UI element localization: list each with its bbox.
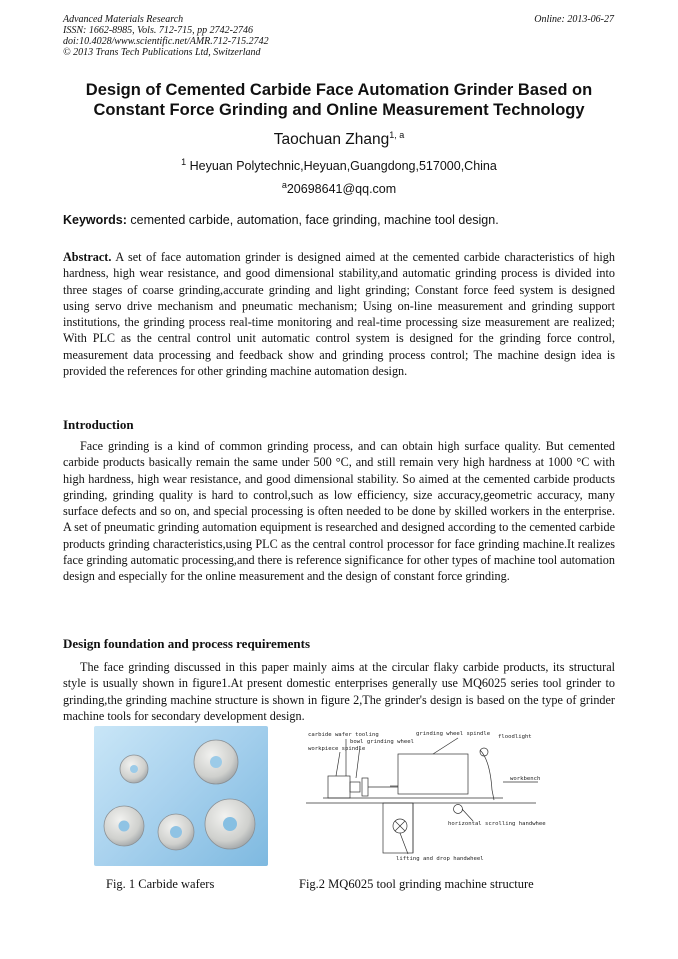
label-lifting-and-drop-handwheel: lifting and drop handwheel xyxy=(396,856,484,862)
label-workpiece-spindle: workpiece spindle xyxy=(308,746,366,752)
scrolling-handwheel-icon xyxy=(454,805,463,814)
label-horizontal-scrolling-handwheel: horizontal scrolling handwheel xyxy=(448,821,546,827)
design-body xyxy=(63,659,615,724)
affiliation-text: Heyuan Polytechnic,Heyuan,Guangdong,517000,China xyxy=(189,159,497,174)
email-text[interactable]: 20698641@qq.com xyxy=(286,182,397,197)
email xyxy=(63,180,615,196)
affiliation-sup: 1 xyxy=(181,157,187,167)
wafer-disc xyxy=(205,799,255,849)
issn-line: ISSN: 1662-8985, Vols. 712-715, pp 2742-2746 xyxy=(63,25,253,36)
affiliation xyxy=(63,157,615,173)
scrolling-leader xyxy=(462,809,473,821)
grinding-spindle-leader xyxy=(433,738,458,754)
author-sup: 1, a xyxy=(389,130,405,140)
workpiece-holder xyxy=(350,782,360,792)
keywords-text: cemented carbide, automation, face grinding, machine tool design. xyxy=(130,213,499,227)
workpiece-leader xyxy=(336,752,340,776)
grinding-wheel-spindle-housing xyxy=(398,754,468,794)
abstract-label: Abstract. xyxy=(63,250,112,264)
keywords-label: Keywords: xyxy=(63,213,127,227)
design-text: The face grinding discussed in this paper mainly aims at the circular flaky carbide products, its structural style is usually shown in figure1.At present domestic enterprises generally use MQ6025 series tool grinder to grinding,the grinding machine structure is shown in figure 2,The grinder's design is based on the type of grinder machine tools for secondary development design. xyxy=(63,660,615,723)
wafer-disc xyxy=(120,755,148,783)
wafer-disc xyxy=(194,740,238,784)
label-bowl-grinding-wheel: bowl grinding wheel xyxy=(350,739,414,745)
wafer-disc xyxy=(104,806,144,846)
abstract-text: A set of face automation grinder is designed aimed at the cemented carbide characteristics of high hardness, high wear resistance, and good dimensional stability,and automatic grinding process is divided into three stages of coarse grinding,accurate grinding and light grinding; Constant force feed system is designed using servo drive mechanism and pneumatic mechanism; Using on-line measurement and grinding support institutions, the grinding process real-time monitoring and real-time processing size measurement are realized; With PLC as the central control unit automatic control system is designed for the grinding force control, measurement data processing and feedback show and grinding process control; The machine design idea is provided the references for other grinding machine automation design. xyxy=(63,250,615,379)
floodlight-arm xyxy=(480,750,494,800)
abstract xyxy=(63,249,615,379)
introduction-body xyxy=(63,438,615,585)
figure-carbide-wafers xyxy=(94,726,268,866)
figure-2-caption: Fig.2 MQ6025 tool grinding machine structure xyxy=(299,877,534,891)
lifting-leader xyxy=(400,833,408,854)
introduction-heading: Introduction xyxy=(63,417,134,432)
title-line-2: Constant Force Grinding and Online Measurement Technology xyxy=(93,101,585,119)
journal-name: Advanced Materials Research xyxy=(63,14,184,25)
wafer-disc xyxy=(158,814,194,850)
label-floodlight: floodlight xyxy=(498,734,532,740)
author-name: Taochuan Zhang xyxy=(273,131,390,149)
introduction-text: Face grinding is a kind of common grinding process, and can obtain high surface quality. But cemented carbide products basically remain the same under 500 °C, and still remain very high hardness at 1000 °C with high hardness, high wear resistance, and good dimensional stability. So aimed at the cemented carbide products grinding, grinding quality is hard to control,such as low efficiency, size accuracy,geometric accuracy, many surface defects and so on, and special processing is often needed to be done by skilled workers in the enterprise. A set of pneumatic grinding automation equipment is researched and designed according to the cemented carbide products grinding characteristics,using PLC as the central control processor for face grinding machine.It realizes face grinding automatic processing,and there is reference significance for other types of machine tool automation design and especially for the online measurement and the design of constant force grinding. xyxy=(63,439,615,584)
bowl-wheel xyxy=(362,778,368,796)
figure-grinder-structure xyxy=(298,726,546,868)
doi-line[interactable]: doi:10.4028/www.scientific.net/AMR.712-715.2742 xyxy=(63,36,269,47)
label-workbench: workbench xyxy=(510,776,541,782)
label-carbide-wafer-tooling: carbide wafer tooling xyxy=(308,732,379,738)
label-grinding-wheel-spindle: grinding wheel spindle xyxy=(416,731,491,737)
email-sup: a xyxy=(281,180,287,190)
workpiece-spindle-head xyxy=(328,776,350,798)
grinder-structure-diagram xyxy=(298,726,546,868)
figure-1-caption: Fig. 1 Carbide wafers xyxy=(106,877,215,891)
design-heading: Design foundation and process requirements xyxy=(63,636,311,651)
journal-header xyxy=(63,14,269,58)
carbide-wafers-image xyxy=(94,726,268,866)
online-date: Online: 2013-06-27 xyxy=(534,14,614,25)
author xyxy=(63,130,615,149)
keywords xyxy=(63,213,615,227)
paper-title xyxy=(63,80,615,120)
copyright-line: © 2013 Trans Tech Publications Ltd, Switzerland xyxy=(63,47,261,58)
title-line-1: Design of Cemented Carbide Face Automation Grinder Based on xyxy=(85,81,593,99)
